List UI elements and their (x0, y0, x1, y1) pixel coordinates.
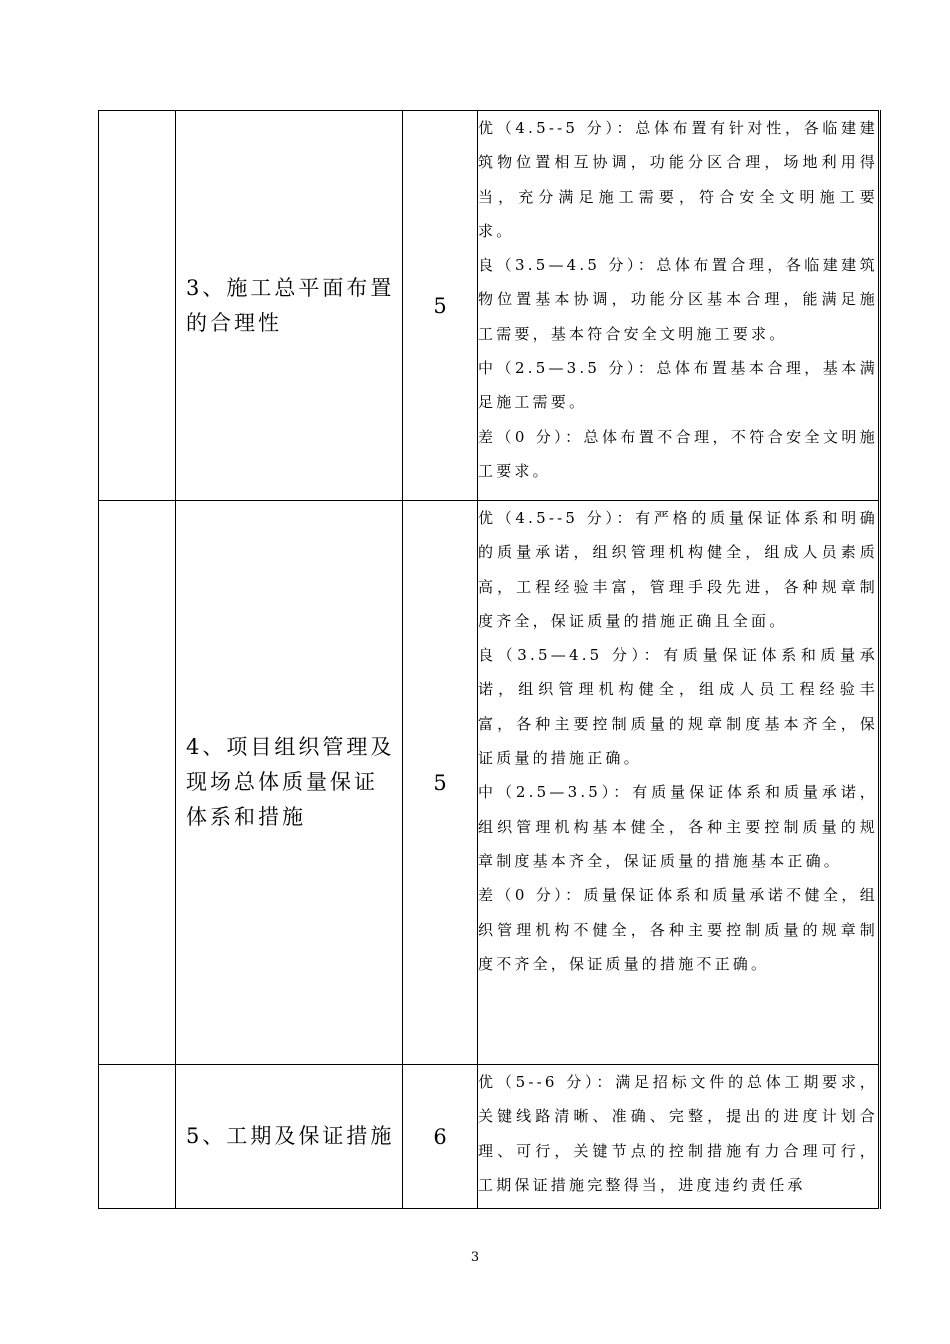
evaluation-table (98, 110, 881, 1209)
item-name: 5、工期及保证措施 (186, 1124, 395, 1148)
criteria-good: 良（3.5—4.5 分）：总体布置合理，各临建建筑物位置基本协调，功能分区基本合理，能满足施工需要，基本符合安全文明施工要求。 (478, 256, 878, 343)
score-cell: 6 (403, 1065, 478, 1209)
criteria-cell (478, 1065, 880, 1209)
page-number: 3 (470, 1250, 480, 1265)
blank-cell (99, 501, 176, 1065)
item-cell (176, 501, 403, 1065)
score-cell: 5 (403, 111, 478, 501)
blank-cell (99, 1065, 176, 1209)
item-name: 4、项目组织管理及现场总体质量保证体系和措施 (186, 735, 395, 829)
table-row (99, 1065, 880, 1209)
criteria-excellent: 优（5--6 分）：满足招标文件的总体工期要求，关键线路清晰、准确、完整，提出的进度计划合理、可行，关键节点的控制措施有力合理可行，工期保证措施完整得当，进度违约责任承 (478, 1073, 878, 1194)
criteria-excellent: 优（4.5--5 分）：有严格的质量保证体系和明确的质量承诺，组织管理机构健全，组成人员素质高，工程经验丰富，管理手段先进，各种规章制度齐全，保证质量的措施正确且全面。 (478, 509, 878, 630)
item-name: 3、施工总平面布置的合理性 (186, 275, 395, 335)
item-cell (176, 111, 403, 501)
criteria-poor: 差（0 分）：质量保证体系和质量承诺不健全，组织管理机构不健全，各种主要控制质量的规章制度不齐全，保证质量的措施不正确。 (478, 886, 878, 973)
criteria-medium: 中（2.5—3.5）：有质量保证体系和质量承诺，组织管理机构基本健全，各种主要控制质量的规章制度基本齐全，保证质量的措施基本正确。 (478, 783, 878, 870)
criteria-excellent: 优（4.5--5 分）：总体布置有针对性，各临建建筑物位置相互协调，功能分区合理，场地利用得当，充分满足施工需要，符合安全文明施工要求。 (478, 119, 878, 240)
criteria-poor: 差（0 分）：总体布置不合理，不符合安全文明施工要求。 (478, 427, 878, 480)
criteria-medium: 中（2.5—3.5 分）：总体布置基本合理，基本满足施工需要。 (478, 359, 878, 412)
score-cell: 5 (403, 501, 478, 1065)
blank-cell (99, 111, 176, 501)
table-row (99, 501, 880, 1065)
item-cell (176, 1065, 403, 1209)
criteria-good: 良（3.5—4.5 分）：有质量保证体系和质量承诺，组织管理机构健全，组成人员工程经验丰富，各种主要控制质量的规章制度基本齐全，保证质量的措施正确。 (478, 646, 878, 768)
table-row (99, 111, 880, 501)
criteria-cell (478, 501, 880, 1065)
criteria-cell (478, 111, 880, 501)
